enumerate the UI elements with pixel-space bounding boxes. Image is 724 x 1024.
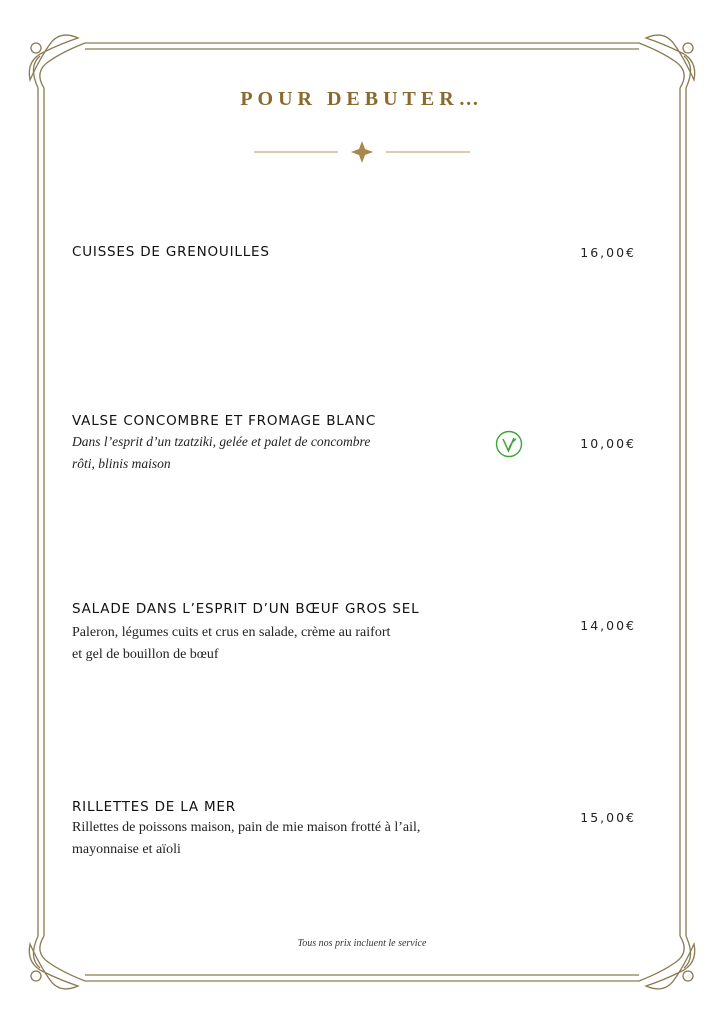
description-line: Rillettes de poissons maison, pain de mie maison frotté à l’ail, — [72, 820, 421, 835]
description-line: rôti, blinis maison — [72, 456, 171, 471]
item-name: CUISSES DE GRENOUILLES — [72, 244, 270, 260]
description-line: et gel de bouillon de bœuf — [72, 647, 219, 662]
item-name: SALADE DANS L’ESPRIT D’UN BŒUF GROS SEL — [72, 601, 420, 617]
item-description — [72, 817, 492, 861]
item-price: 10,00€ — [580, 436, 636, 451]
menu-item — [72, 244, 492, 260]
item-name: RILLETTES DE LA MER — [72, 799, 236, 815]
item-price: 15,00€ — [580, 810, 636, 825]
vegetarian-icon — [495, 430, 523, 458]
item-description — [72, 431, 492, 475]
item-name: VALSE CONCOMBRE ET FROMAGE BLANC — [72, 413, 377, 429]
description-line: Paleron, légumes cuits et crus en salade, crème au raifort — [72, 625, 391, 640]
description-line: mayonnaise et aïoli — [72, 842, 181, 857]
item-description — [72, 622, 492, 666]
menu-item — [72, 799, 492, 861]
item-price: 16,00€ — [580, 245, 636, 260]
menu-item — [72, 601, 492, 666]
footer-note: Tous nos prix incluent le service — [297, 938, 427, 949]
star-divider-icon — [250, 138, 474, 166]
item-price: 14,00€ — [580, 618, 636, 633]
menu-item — [72, 413, 492, 475]
page-title: POUR DEBUTER… — [240, 88, 484, 110]
description-line: Dans l’esprit d’un tzatziki, gelée et palet de concombre — [72, 434, 371, 449]
